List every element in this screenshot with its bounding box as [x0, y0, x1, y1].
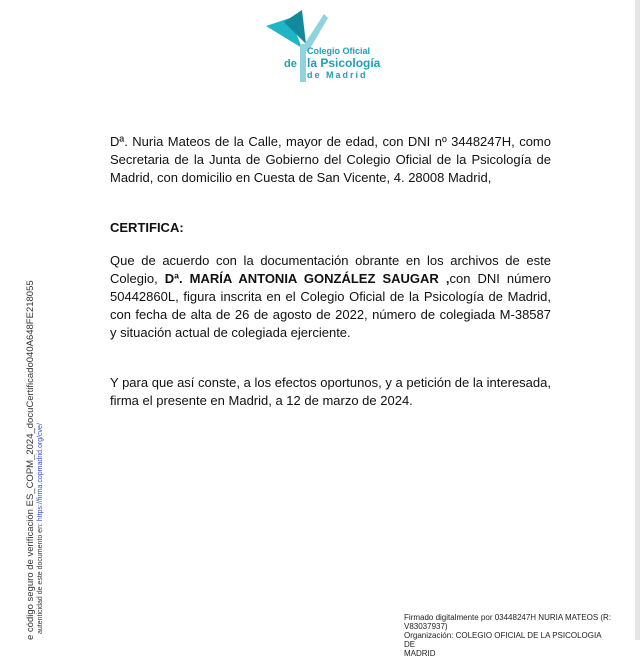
- intro-paragraph: [110, 133, 551, 187]
- logo-line2: la Psicología: [307, 56, 381, 70]
- signature-line: Firmado digitalmente por 03448247H NURIA MATEOS (R:: [404, 613, 612, 622]
- intro-line: Secretaria de la Junta de Gobierno del Colegio Oficial de la Psicología de: [110, 152, 551, 167]
- cert-line: 50442860L, figura inscrita en el Colegio Oficial de la Psicología de Madrid,: [110, 289, 551, 304]
- closing-line: firma el presente en Madrid, a 12 de marzo de 2024.: [110, 393, 413, 408]
- intro-line: Madrid, con domicilio en Cuesta de San Vicente, 4. 28008 Madrid,: [110, 170, 492, 185]
- signature-line: MADRID: [404, 649, 436, 658]
- cert-text: Colegio,: [110, 271, 165, 286]
- verification-text: [25, 280, 45, 640]
- logo-line3: de Madrid: [307, 70, 368, 80]
- logo: [262, 4, 387, 82]
- verification-label: autenticidad de este documento en:: [37, 521, 44, 634]
- verification-code: e código seguro de verificación ES_COPM_2024_docuCertificado040A648FE218055: [25, 280, 36, 640]
- cert-line: con fecha de alta de 26 de agosto de 2022, número de colegiada M-38587: [110, 307, 551, 322]
- page-edge: [635, 0, 640, 640]
- verification-link[interactable]: https://firma.copmadrid.org/cve/: [37, 423, 44, 522]
- signature-line: V83037937): [404, 622, 448, 631]
- cert-line: [110, 270, 551, 288]
- cert-line: y situación actual de colegiada ejerciente.: [110, 325, 351, 340]
- closing-line: Y para que así conste, a los efectos oportunos, y a petición de la interesada,: [110, 375, 551, 390]
- closing-paragraph: [110, 374, 551, 410]
- logo-de: de: [284, 58, 297, 70]
- member-name: Dª. MARÍA ANTONIA GONZÁLEZ SAUGAR ,: [164, 271, 450, 286]
- cert-line: Que de acuerdo con la documentación obrante en los archivos de este: [110, 253, 551, 268]
- intro-line: Dª. Nuria Mateos de la Calle, mayor de edad, con DNI nº 3448247H, como: [110, 134, 551, 149]
- certifica-heading: CERTIFICA:: [110, 220, 184, 235]
- logo-line1: Colegio Oficial: [307, 46, 371, 56]
- digital-signature: [404, 613, 614, 658]
- cert-text: con DNI número: [449, 271, 552, 286]
- signature-line: Organización: COLEGIO OFICIAL DE LA PSICOLOGIA DE: [404, 631, 602, 649]
- certification-paragraph: [110, 252, 551, 342]
